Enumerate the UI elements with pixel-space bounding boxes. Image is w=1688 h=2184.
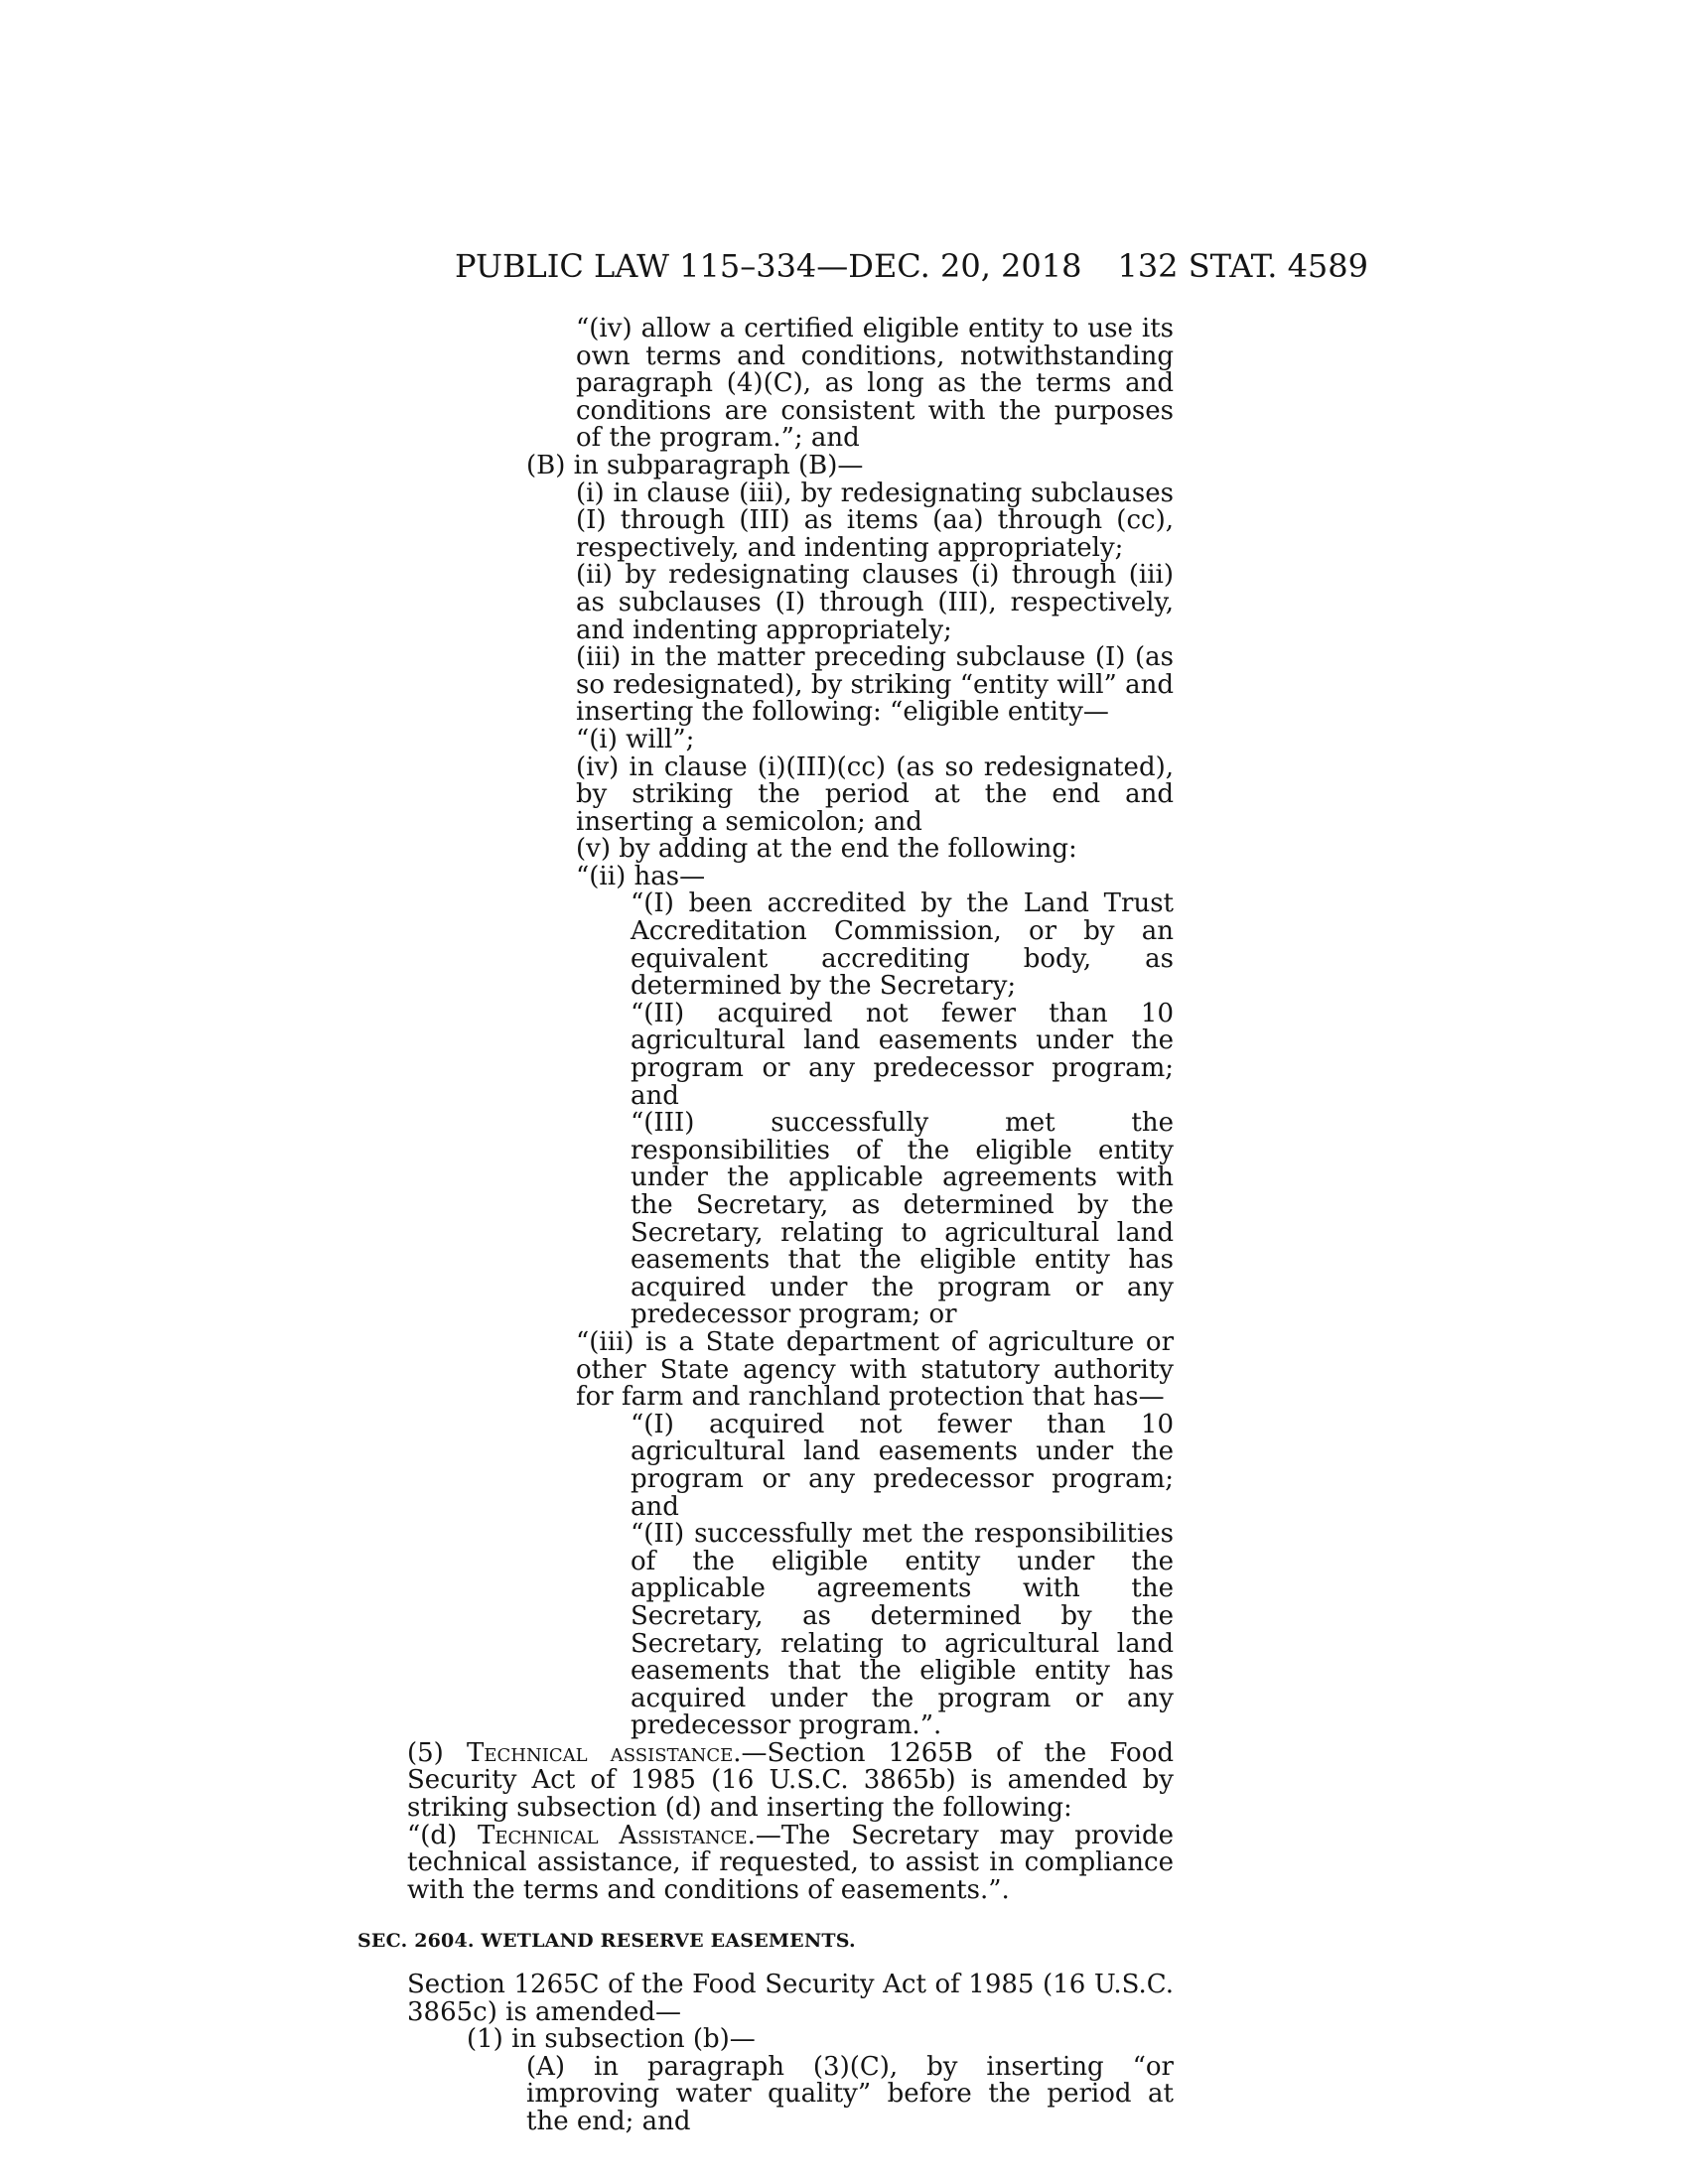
paragraph-5-technical-assistance: [357, 1737, 1174, 1824]
clause-iv-certified-entity: “(iv) allow a certified eligible entity to use its own terms and conditions, notwithstanding paragraph (4)(C), as long as the terms and conditions are consistent with the purposes of the program.”; and: [576, 314, 1174, 454]
subsection-d-heading: Technical Assistance: [478, 1820, 748, 1850]
clause-v-add-at-end: (v) by adding at the end the following:: [576, 834, 1077, 865]
clause-iv-strike-period: (iv) in clause (i)(III)(cc) (as so redesignated), by striking the period at the end and inserting a semicolon; and: [576, 751, 1174, 837]
state-subclause-i-acquired: “(I) acquired not fewer than 10 agricultural land easements under the program or any predecessor program; and: [631, 1409, 1174, 1522]
section-2604-heading: SEC. 2604. WETLAND RESERVE EASEMENTS.: [357, 1930, 856, 1953]
quoted-clause-iii-state-department: “(iii) is a State department of agriculture or other State agency with statutory authority for farm and ranchland protection that has—: [576, 1326, 1174, 1413]
statute-page-number: 132 STAT. 4589: [1117, 247, 1368, 285]
subsection-d-technical-assistance: [357, 1820, 1175, 1905]
paragraph-5-text: .—Section 1265B of the Food Security Act of 1985 (16 U.S.C. 3865b) is amended by striking subsection (d) and inserting the following:: [407, 1737, 1174, 1824]
clause-iii-strike-entity-will: (iii) in the matter preceding subclause (I) (as so redesignated), by striking “entity will” and inserting the following: “eligible entity—: [576, 642, 1174, 728]
subclause-i-accredited: “(I) been accredited by the Land Trust Accreditation Commission, or by an equivalent accrediting body, as determined by the Secretary;: [631, 888, 1174, 1002]
page-header: [455, 244, 1368, 288]
document-body: [357, 316, 1174, 2136]
subclause-ii-acquired: “(II) acquired not fewer than 10 agricultural land easements under the program or any predecessor program; and: [631, 998, 1174, 1111]
state-subclause-ii-responsibilities: “(II) successfully met the responsibilities of the eligible entity under the applicable agreements with the Secretary, as determined by the Secretary, relating to agricultural land easements that the eligible entity has acquired under the program or any predecessor program.”.: [631, 1519, 1174, 1741]
section-1265c-intro: Section 1265C of the Food Security Act of 1985 (16 U.S.C. 3865c) is amended—: [407, 1970, 1174, 2027]
paragraph-5-heading: Technical assistance: [467, 1737, 734, 1768]
paragraph-1-subsection-b: (1) in subsection (b)—: [467, 2024, 756, 2055]
subclause-iii-responsibilities: “(III) successfully met the responsibilities of the eligible entity under the applicable agreements with the Secretary, as determined by the Secretary, relating to agricultural land easements that the eligible entity has acquired under the program or any predecessor program; or: [631, 1108, 1174, 1330]
subsection-d-label: “(d): [407, 1820, 479, 1850]
quoted-clause-ii-has: “(ii) has—: [576, 861, 706, 891]
paragraph-5-number: (5): [407, 1737, 468, 1768]
subsection-d-text: .—The Secretary may provide technical assistance, if requested, to assist in compliance with the terms and conditions of easements.”.: [407, 1820, 1175, 1905]
subparagraph-b: (B) in subparagraph (B)—: [526, 450, 864, 480]
quoted-clause-i-will: “(i) will”;: [576, 724, 695, 754]
clause-ii-redesignate-clauses: (ii) by redesignating clauses (i) through (iii) as subclauses (I) through (III), respectively, and indenting appropriately;: [576, 560, 1174, 645]
subparagraph-a-water-quality: (A) in paragraph (3)(C), by inserting “or improving water quality” before the period at the end; and: [526, 2051, 1174, 2136]
public-law-citation: PUBLIC LAW 115–334—DEC. 20, 2018: [455, 247, 1082, 285]
clause-i-redesignate-subclauses: (i) in clause (iii), by redesignating subclauses (I) through (III) as items (aa) through (cc), respectively, and indenting appropriately;: [576, 478, 1174, 563]
